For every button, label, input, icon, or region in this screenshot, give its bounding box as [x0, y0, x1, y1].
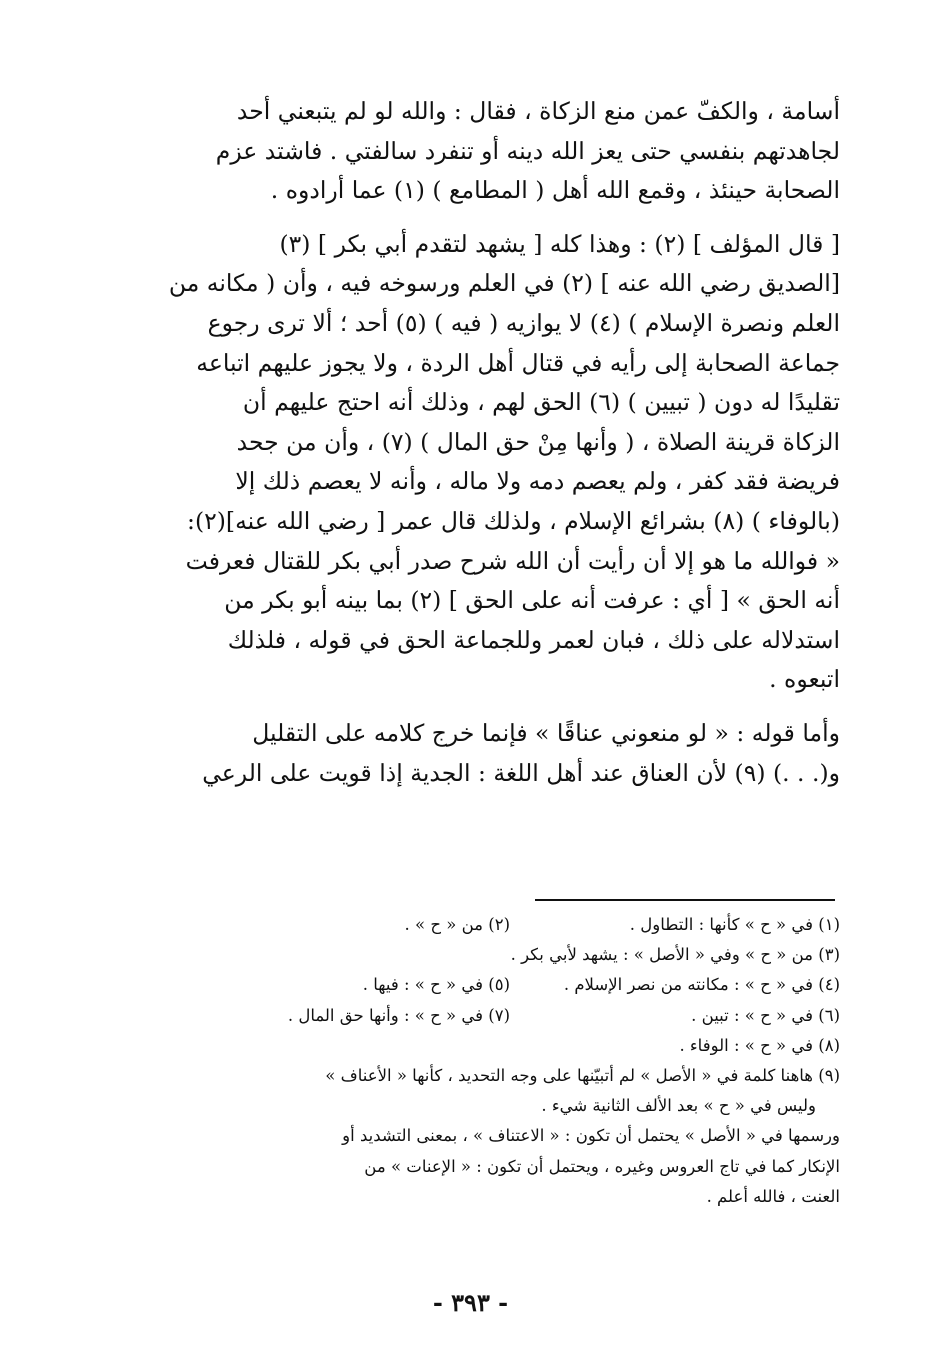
- main-text-body: [135, 92, 840, 793]
- footnote-line: [135, 1061, 840, 1091]
- text-line: اتبعوه .: [769, 665, 840, 694]
- footnote-entry: (٩) هاهنا كلمة في « الأصل » لم أتبيّنها على وجه التحديد ، كأنها « الأعناف »: [325, 1066, 840, 1086]
- paragraph: [135, 225, 840, 700]
- footnote-entry: العنت ، فالله أعلم .: [706, 1186, 840, 1206]
- footnote-entry: (٦) في « ح » : تبين .: [691, 1005, 840, 1025]
- footnote-entry: (٧) في « ح » : وأنها حق المال .: [287, 1005, 510, 1025]
- text-line: جماعة الصحابة إلى رأيه في قتال أهل الردة ، ولا يجوز عليهم اتباعه: [196, 348, 840, 377]
- footnote-line: [135, 910, 840, 940]
- text-line: أنه الحق » [ أي : عرفت أنه على الحق ] (٢) بما بينه أبو بكر من: [224, 586, 840, 615]
- footnotes-block: [135, 910, 840, 1212]
- footnote-entry: (٣) من « ح » وفي « الأصل » : يشهد لأبي بكر .: [510, 945, 840, 965]
- footnote-entry: (٨) في « ح » : الوفاء .: [679, 1035, 840, 1055]
- footnote-line: [135, 1152, 840, 1182]
- footnote-entry: وليس في « ح » بعد الألف الثانية شيء .: [541, 1096, 816, 1116]
- footnote-entry: (٥) في « ح » : فيها .: [362, 975, 510, 995]
- footnote-line: [135, 940, 840, 970]
- footnote-line: [135, 1121, 840, 1151]
- footnote-entry: (١) في « ح » كأنها : التطاول .: [629, 915, 840, 934]
- text-line: وأما قوله : « لو منعوني عناقًا » فإنما خرج كلامه على التقليل: [252, 718, 840, 747]
- text-line: فريضة فقد كفر ، ولم يعصم دمه ولا ماله ، وأنه لا يعصم ذلك إلا: [235, 467, 840, 496]
- paragraph: [135, 92, 840, 211]
- text-line: العلم ونصرة الإسلام ) (٤) لا يوازيه ( فيه ) (٥) أحد ؛ ألا ترى رجوع: [207, 308, 840, 337]
- text-line: [ قال المؤلف ] (٢) : وهذا كله [ يشهد لتقدم أبي بكر ] (٣): [279, 229, 840, 258]
- footnote-line: [135, 1001, 840, 1031]
- text-line: [الصديق رضي الله عنه ] (٢) في العلم ورسوخه فيه ، وأن ( مكانه من: [168, 269, 840, 298]
- footnote-separator: [535, 899, 835, 901]
- footnote-line: [135, 1182, 840, 1212]
- paragraph: [135, 714, 840, 793]
- footnote-line: [135, 970, 840, 1000]
- page-number: - ٣٩٣ -: [432, 1288, 509, 1317]
- footnote-line: [135, 1091, 840, 1121]
- text-line: الصحابة حينئذ ، وقمع الله أهل ( المطامع ) (١) عما أرادوه .: [270, 176, 840, 205]
- text-line: الزكاة قرينة الصلاة ، ( وأنها مِنْ حق المال ) (٧) ، وأن من جحد: [236, 427, 840, 456]
- text-line: « فوالله ما هو إلا أن رأيت أن الله شرح صدر أبي بكر للقتال فعرفت: [185, 546, 840, 575]
- text-line: (بالوفاء ) (٨) بشرائع الإسلام ، ولذلك قال عمر [ رضي الله عنه](٢):: [187, 506, 840, 535]
- footnote-line: [135, 1031, 840, 1061]
- text-line: تقليدًا له دون ( تبيين ) (٦) الحق لهم ، وذلك أنه احتج عليهم أن: [242, 388, 840, 417]
- text-line: لجاهدتهم بنفسي حتى يعز الله دينه أو تنفرد سالفتي . فاشتد عزم: [215, 136, 840, 165]
- text-line: استدلاله على ذلك ، فبان لعمر وللجماعة الحق في قوله ، فلذلك: [227, 625, 840, 654]
- text-line: و(. . .) (٩) لأن العناق عند أهل اللغة : الجدية إذا قويت على الرعي: [202, 758, 840, 787]
- text-line: أسامة ، والكفّ عمن منع الزكاة ، فقال : والله لو لم يتبعني أحد: [236, 97, 840, 125]
- footnote-entry: (٢) من « ح » .: [404, 915, 510, 934]
- footnote-entry: الإنكار كما في تاج العروس وغيره ، ويحتمل أن تكون : « الإعنات » من: [364, 1156, 840, 1176]
- footnote-entry: (٤) في « ح » : مكانته من نصر الإسلام .: [563, 975, 840, 995]
- footnote-entry: ورسمها في « الأصل » يحتمل أن تكون : « الاعتناف » ، بمعنى التشديد أو: [342, 1126, 840, 1146]
